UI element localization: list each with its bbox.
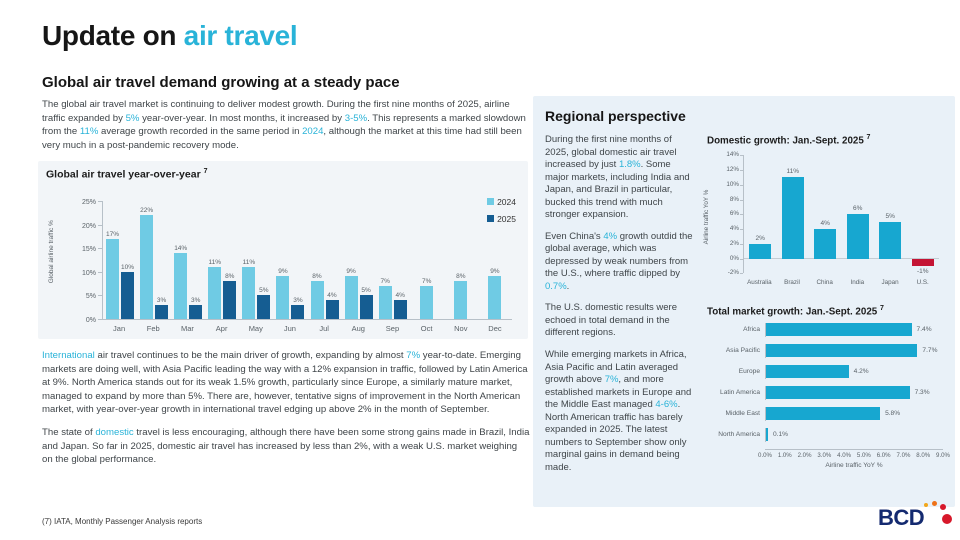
page-title xyxy=(42,20,297,52)
hbar-category-label: Europe xyxy=(738,368,760,376)
y-axis-label: Airline traffic YoY % xyxy=(703,189,710,244)
y-tick-label: 12% xyxy=(726,166,739,174)
hbar-row xyxy=(707,365,943,379)
bar-value-label: 5% xyxy=(361,287,371,295)
y-axis-label: Global airline traffic % xyxy=(48,220,55,284)
bar xyxy=(766,407,880,420)
bar-group xyxy=(171,201,205,319)
x-tick-label: Feb xyxy=(146,323,160,333)
yoy-chart-title xyxy=(46,168,520,181)
bar-unit xyxy=(394,201,407,319)
bar xyxy=(766,323,912,336)
bar-group xyxy=(307,201,341,319)
bar-value-label: 4% xyxy=(820,220,830,228)
bar xyxy=(311,281,324,319)
plot-area xyxy=(102,201,512,320)
text-segment: travel is less encouraging, although there have been some strong gains made in Brazil, India and Japan. So far in 2025, domestic air travel has increased by less than 2%, with a weak U.S. market weighing on the global performance. xyxy=(42,426,530,466)
bar xyxy=(276,276,289,318)
hbar-track xyxy=(765,386,943,400)
bar xyxy=(360,295,373,319)
highlight-text: 11% xyxy=(79,126,99,138)
text-segment: The state of xyxy=(42,426,96,438)
legend-label: 2024 xyxy=(497,196,516,207)
bar xyxy=(189,305,202,319)
bar-unit xyxy=(454,201,467,319)
bar xyxy=(155,305,168,319)
bar xyxy=(208,267,221,319)
bar-value-label: -1% xyxy=(916,267,929,275)
main-column xyxy=(42,74,530,476)
highlight-text: 7% xyxy=(406,349,421,361)
x-tick-label: Jun xyxy=(283,323,296,333)
highlight-text: International xyxy=(42,349,95,361)
y-tick-mark xyxy=(740,273,743,274)
text-segment: , and more established markets in Europe and the Middle East managed xyxy=(545,374,692,411)
y-tick-label: 20% xyxy=(81,222,96,230)
domestic-growth-chart xyxy=(703,151,943,293)
highlight-text: 2024 xyxy=(302,126,324,138)
bar-value-label: 6% xyxy=(853,205,863,213)
hbar-track xyxy=(765,365,943,379)
bar-value-label: 4.2% xyxy=(853,367,869,375)
bar-group xyxy=(205,201,239,319)
bar-value-label: 3% xyxy=(156,296,167,304)
bar xyxy=(140,215,153,319)
text-segment: average growth recorded in the same period in xyxy=(98,126,303,138)
y-tick-label: 5% xyxy=(85,293,96,301)
y-tick-label: 15% xyxy=(81,246,96,254)
bar-value-label: 7.4% xyxy=(916,325,932,333)
bar-value-label: 7.3% xyxy=(914,388,930,396)
bar xyxy=(420,286,433,319)
bar xyxy=(174,253,187,319)
x-tick-label: China xyxy=(816,279,833,287)
hbar-track xyxy=(765,428,943,442)
text-segment: While emerging markets in Africa, Asia Pacific and Latin averaged growth above xyxy=(545,348,687,386)
text-segment: During the first nine months of 2025, global domestic air travel increased by just xyxy=(545,134,677,171)
source-footnote: (7) IATA, Monthly Passenger Analysis reports xyxy=(42,517,203,526)
highlight-text: 3-5% xyxy=(344,112,368,124)
bar xyxy=(121,272,134,319)
y-tick-label: 25% xyxy=(81,198,96,206)
hbar-track xyxy=(765,407,943,421)
bar-value-label: 2% xyxy=(755,234,765,242)
highlight-text: 0.7% xyxy=(545,280,567,292)
domestic-chart-title-footnote: 7 xyxy=(866,134,871,141)
bar xyxy=(766,428,768,441)
bar-unit xyxy=(345,201,358,319)
bar-value-label: 4% xyxy=(395,292,405,300)
bar-value-label: 7% xyxy=(422,277,432,285)
total-chart-title-footnote: 7 xyxy=(879,305,884,313)
hbar-track xyxy=(765,323,943,337)
bar-value-label: 9% xyxy=(278,268,288,276)
bar xyxy=(345,276,358,318)
text-segment: . xyxy=(566,280,570,292)
logo-dot-2 xyxy=(932,501,937,506)
bar-value-label: 3% xyxy=(293,296,303,304)
bar xyxy=(291,305,304,319)
text-segment: . Some major markets, including India and Japan, and Brazil in particular, bucked this trend with much stronger expansion. xyxy=(545,159,690,221)
legend-label: 2025 xyxy=(497,213,516,224)
bar-value-label: 17% xyxy=(106,230,120,238)
bar-unit xyxy=(155,201,168,319)
highlight-text: 5% xyxy=(125,112,140,124)
yoy-chart xyxy=(46,183,520,333)
bar-value-label: 3% xyxy=(191,296,201,304)
hbar-row xyxy=(707,323,943,337)
legend-swatch xyxy=(487,198,494,205)
text-segment: . North American traffic has barely expanded in 2025. The latest numbers to September show only marginal gains in demand being made. xyxy=(545,399,687,473)
paragraph-domestic xyxy=(42,426,530,467)
logo-dot-1 xyxy=(924,503,928,507)
regional-paragraph-2 xyxy=(545,231,696,294)
section-heading: Global air travel demand growing at a steady pace xyxy=(42,74,400,91)
bar-slot xyxy=(744,155,777,273)
bar-group xyxy=(444,201,478,319)
bar xyxy=(454,281,467,319)
y-tick-label: 10% xyxy=(726,180,739,188)
bar-group xyxy=(376,201,410,319)
x-tick-label: 4.0% xyxy=(837,451,852,459)
highlight-text: 4% xyxy=(603,230,618,242)
x-tick-label: Brazil xyxy=(784,279,800,287)
bar xyxy=(242,267,255,319)
hbar-category-label: Latin America xyxy=(720,389,760,397)
bar-value-label: 8% xyxy=(312,273,322,281)
y-tick-label: 6% xyxy=(729,210,739,218)
yoy-chart-panel xyxy=(38,161,528,339)
x-tick-label: 7.0% xyxy=(896,451,911,459)
regional-charts-column xyxy=(703,134,950,483)
bar-value-label: 5% xyxy=(259,287,269,295)
y-tick-label: 0% xyxy=(729,254,739,262)
bar-value-label: 7.7% xyxy=(922,346,938,354)
highlight-text: domestic xyxy=(95,426,134,438)
bar-value-label: 5% xyxy=(885,212,895,220)
bar-unit xyxy=(121,201,134,319)
x-tick-label: Australia xyxy=(747,279,772,287)
bar-unit xyxy=(174,201,187,319)
bar-value-label: 10% xyxy=(121,263,135,271)
x-tick-label: India xyxy=(850,279,865,287)
regional-perspective-panel xyxy=(533,96,955,507)
y-tick-label: 8% xyxy=(729,195,739,203)
x-axis-labels xyxy=(743,279,939,286)
text-segment: year-to-date. Emerging markets are doing well, with Asia Pacific leading the way with a 12% expansion in traffic, followed by Latin America at 9%. North America stands out for its weak 1.5% growth, particularly since Europe, a similarly mature market, managed to expand by more than 5%. There are, however, tentative signs of improvement in the North American market, with year-over-year growth in international travel edging up above 2% in the month of September. xyxy=(42,349,528,416)
bar xyxy=(912,259,934,266)
y-tick-label: -2% xyxy=(727,269,739,277)
y-tick-label: 14% xyxy=(726,151,739,159)
x-tick-label: 6.0% xyxy=(876,451,891,459)
hbar-category-label: North America xyxy=(718,431,760,439)
x-tick-label: Jan xyxy=(113,323,126,333)
hbar-category-label: Asia Pacific xyxy=(725,347,760,355)
bar-slot xyxy=(809,155,842,273)
highlight-text: 4-6% xyxy=(655,399,678,411)
bar-value-label: 11% xyxy=(242,259,256,267)
x-tick-label: Apr xyxy=(215,323,228,333)
logo-dot-3 xyxy=(940,504,946,510)
text-segment: Even China's xyxy=(545,230,604,242)
text-segment: growth outdid the global average, which was depressed by weak numbers from the U.S., where traffic dipped by xyxy=(545,230,693,280)
hbar-row xyxy=(707,386,943,400)
total-market-chart xyxy=(707,323,950,469)
bar-unit xyxy=(360,201,373,319)
bar-value-label: 5.8% xyxy=(885,409,901,417)
x-tick-labels xyxy=(758,449,950,460)
bar xyxy=(766,386,910,399)
x-axis-label-row xyxy=(707,462,943,469)
x-tick-label: Jul xyxy=(319,323,329,333)
text-segment: The global air travel market is continuing to deliver modest growth. During the first nine months of 2025, airline traffic expanded by xyxy=(42,99,510,124)
x-axis-label-spacer xyxy=(707,462,765,469)
text-segment: . This represents a marked slowdown from the xyxy=(42,112,526,138)
bar xyxy=(766,365,849,378)
plot-area xyxy=(743,155,939,273)
bar-value-label: 11% xyxy=(786,168,800,176)
bar xyxy=(749,244,771,259)
bar-value-label: 11% xyxy=(208,259,222,267)
bar xyxy=(814,229,836,259)
bar-unit xyxy=(208,201,221,319)
text-segment: The U.S. domestic results were echoed in total demand in the different regions. xyxy=(545,302,677,339)
highlight-text: 7% xyxy=(604,374,619,386)
hbar-row xyxy=(707,428,943,442)
bar-value-label: 9% xyxy=(346,268,356,276)
legend-item xyxy=(487,214,516,224)
page-title-highlight: air travel xyxy=(183,20,298,51)
text-segment: year-over-year. In most months, it increased by xyxy=(139,112,345,124)
bar-group xyxy=(410,201,444,319)
total-chart-title xyxy=(707,305,943,317)
text-segment: air travel continues to be the main driver of growth, expanding by almost xyxy=(94,349,407,361)
bar-value-label: 22% xyxy=(140,207,154,215)
x-tick-label: Mar xyxy=(180,323,194,333)
x-tick-label: U.S. xyxy=(916,279,929,287)
legend-item xyxy=(487,197,516,207)
bcd-logo xyxy=(878,501,954,533)
x-axis-label: Airline traffic YoY % xyxy=(825,461,883,469)
bar-group xyxy=(273,201,307,319)
bar-slot xyxy=(874,155,907,273)
text-segment: , although the market at this time had still been very much in a post-pandemic recovery mode. xyxy=(42,126,522,151)
bar xyxy=(394,300,407,319)
bar-group xyxy=(137,201,171,319)
bar-group xyxy=(342,201,376,319)
bar-unit xyxy=(326,201,339,319)
y-tick-label: 4% xyxy=(729,225,739,233)
regional-paragraph-4 xyxy=(545,349,696,474)
logo-dot-4 xyxy=(942,514,952,524)
yoy-chart-title-footnote: 7 xyxy=(203,168,208,176)
x-axis-spacer xyxy=(707,449,765,460)
bar-slot xyxy=(842,155,875,273)
x-tick-label: 3.0% xyxy=(817,451,832,459)
bcd-logo-text: BCD xyxy=(878,505,925,530)
bar-unit xyxy=(106,201,119,319)
hbar-track xyxy=(765,344,943,358)
bar-unit xyxy=(242,201,255,319)
x-tick-label: 8.0% xyxy=(916,451,931,459)
bar-value-label: 8% xyxy=(225,273,235,281)
domestic-chart-title-text: Domestic growth: Jan.-Sept. 2025 xyxy=(707,135,864,147)
highlight-text: 1.8% xyxy=(618,159,641,171)
x-tick-label: 0.0% xyxy=(758,451,772,459)
x-tick-label: 1.0% xyxy=(777,451,792,459)
bar xyxy=(106,239,119,319)
legend xyxy=(487,197,516,224)
bar-unit xyxy=(379,201,392,319)
total-chart-title-text: Total market growth: Jan.-Sept. 2025 xyxy=(707,306,878,318)
x-tick-label: 5.0% xyxy=(856,451,871,459)
bar xyxy=(257,295,270,319)
bar xyxy=(847,214,869,258)
bar xyxy=(488,276,501,318)
hbar-row xyxy=(707,407,943,421)
domestic-chart-title xyxy=(707,134,943,146)
bar-group xyxy=(239,201,273,319)
regional-paragraph-1 xyxy=(545,134,696,222)
x-tick-label: 2.0% xyxy=(797,451,812,459)
hbar-row xyxy=(707,344,943,358)
x-tick-label: Dec xyxy=(488,323,502,333)
bar xyxy=(879,222,901,259)
bar-value-label: 8% xyxy=(456,273,466,281)
bar-value-label: 0.1% xyxy=(772,430,788,438)
bar xyxy=(379,286,392,319)
bar-unit xyxy=(140,201,153,319)
bar-unit xyxy=(291,201,304,319)
x-tick-label: May xyxy=(248,323,263,333)
bar-unit xyxy=(420,201,433,319)
hbar-category-label: Africa xyxy=(743,326,760,334)
page-title-prefix: Update on xyxy=(42,20,184,51)
y-tick-label: 10% xyxy=(81,269,96,277)
x-axis-labels xyxy=(102,324,512,333)
bar-unit xyxy=(223,201,236,319)
regional-paragraph-3 xyxy=(545,302,696,340)
bar-slot xyxy=(777,155,810,273)
bar-unit xyxy=(311,201,324,319)
bar-unit xyxy=(276,201,289,319)
y-tick-label: 0% xyxy=(85,316,96,324)
x-tick-label: 9.0% xyxy=(936,451,950,459)
bar-value-label: 9% xyxy=(490,268,500,276)
bar-value-label: 7% xyxy=(380,277,390,285)
bar-value-label: 14% xyxy=(174,244,188,252)
hbar-category-label: Middle East xyxy=(725,410,760,418)
bar-value-label: 4% xyxy=(327,292,337,300)
x-tick-label: Aug xyxy=(351,323,365,333)
x-tick-label: Nov xyxy=(454,323,468,333)
regional-heading: Regional perspective xyxy=(545,108,686,124)
regional-columns xyxy=(545,134,950,483)
y-tick-label: 2% xyxy=(729,239,739,247)
x-tick-label: Oct xyxy=(420,323,433,333)
bar-unit xyxy=(257,201,270,319)
bar xyxy=(326,300,339,319)
bar xyxy=(766,344,917,357)
paragraph-international xyxy=(42,349,530,417)
bar xyxy=(223,281,236,319)
x-tick-label: Japan xyxy=(881,279,899,287)
x-tick-label: Sep xyxy=(385,323,400,333)
regional-text-column xyxy=(545,134,696,483)
yoy-chart-title-text: Global air travel year-over-year xyxy=(46,168,201,181)
legend-swatch xyxy=(487,215,494,222)
x-axis xyxy=(707,449,950,460)
bar xyxy=(782,177,804,258)
bar-group xyxy=(103,201,137,319)
bar-slot xyxy=(907,155,940,273)
paragraph-global-growth xyxy=(42,98,530,152)
bar-unit xyxy=(189,201,202,319)
